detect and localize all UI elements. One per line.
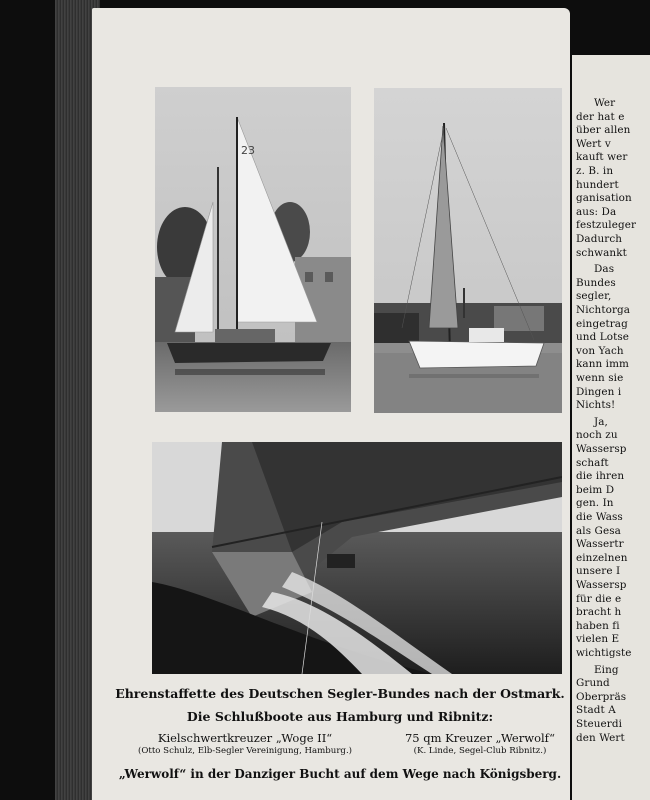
right-page-line: eingetrag — [576, 317, 628, 330]
right-page-line: Das — [594, 263, 615, 276]
right-page-line: die ihren — [576, 470, 625, 483]
right-page-line: segler, — [576, 290, 612, 303]
right-page-line: unsere I — [576, 565, 621, 578]
right-page-line: und Lotse — [576, 331, 630, 344]
right-page-line: über allen — [576, 124, 631, 137]
right-page-line: Wert v — [576, 137, 611, 150]
caption-title: Ehrenstaffette des Deutschen Segler-Bundes nach der Ostmark. — [115, 686, 565, 701]
right-page-line: wenn sie — [576, 372, 624, 384]
photo-werwolf-sailing — [152, 442, 562, 674]
right-page-line: hundert — [576, 178, 619, 191]
right-page-line: kann imm — [576, 358, 630, 371]
photo-woge-ii — [155, 87, 351, 412]
right-page-line: für die e — [576, 592, 622, 605]
caption-left-owner: (Otto Schulz, Elb-Segler Vereinigung, Hamburg.) — [137, 746, 353, 756]
caption-subtitle: Die Schlußboote aus Hamburg und Ribnitz: — [186, 709, 494, 724]
right-page-line: von Yach — [576, 344, 624, 357]
right-page-line: beim D — [576, 483, 615, 496]
right-page-line: Dingen i — [576, 385, 622, 398]
caption-right-owner: (K. Linde, Segel-Club Ribnitz.) — [413, 746, 547, 756]
right-page-line: Wassertr — [576, 538, 624, 551]
right-page-line: der hat e — [576, 110, 625, 123]
right-page-line: Wassersp — [576, 443, 627, 455]
right-page-line: vielen E — [576, 633, 620, 646]
right-page-line: Wer — [594, 97, 616, 109]
right-page-line: haben fi — [576, 619, 620, 632]
right-page-line: kauft wer — [576, 151, 628, 164]
right-page-line: ganisation — [576, 192, 632, 205]
right-page-line: festzuleger — [576, 219, 637, 232]
right-page-line: Dadurch — [576, 233, 623, 245]
right-page-line: gen. In — [576, 497, 614, 510]
right-page-line: aus: Da — [576, 205, 617, 218]
right-page-line: schaft — [576, 456, 609, 469]
right-page-line: Bundes — [576, 276, 616, 289]
right-page-line: Eing — [594, 663, 619, 676]
right-page-line: als Gesa — [576, 524, 621, 537]
right-page-line: Ja, — [594, 415, 608, 428]
right-page-line: Nichtorga — [576, 304, 631, 316]
right-page-line: bracht h — [576, 606, 622, 619]
right-page-line: z. B. in — [576, 165, 614, 177]
caption-right-boat: 75 qm Kreuzer „Werwolf“ — [404, 731, 556, 745]
caption-bottom: „Werwolf“ in der Danziger Bucht auf dem Wege nach Königsberg. — [118, 767, 562, 781]
right-page-line: Steuerdi — [576, 718, 623, 730]
caption-left-boat: Kielschwertkreuzer „Woge II“ — [157, 731, 333, 745]
right-page-line: Grund — [576, 677, 610, 690]
right-page-line: Oberpräs — [576, 690, 627, 703]
right-page-line: einzelnen — [576, 551, 628, 564]
photo-werwolf-harbor — [374, 88, 562, 413]
right-page-line: noch zu — [576, 429, 618, 442]
right-page-line: Stadt A — [576, 704, 616, 717]
right-page-line: den Wert — [576, 731, 625, 744]
svg-text:23: 23 — [241, 144, 255, 157]
right-page-line: Wassersp — [576, 579, 627, 591]
right-page-line: wichtigste — [576, 647, 632, 659]
right-page-line: schwankt — [576, 246, 627, 259]
right-page — [572, 55, 650, 800]
right-page-line: die Wass — [576, 511, 623, 523]
right-page-line: Nichts! — [576, 399, 616, 412]
